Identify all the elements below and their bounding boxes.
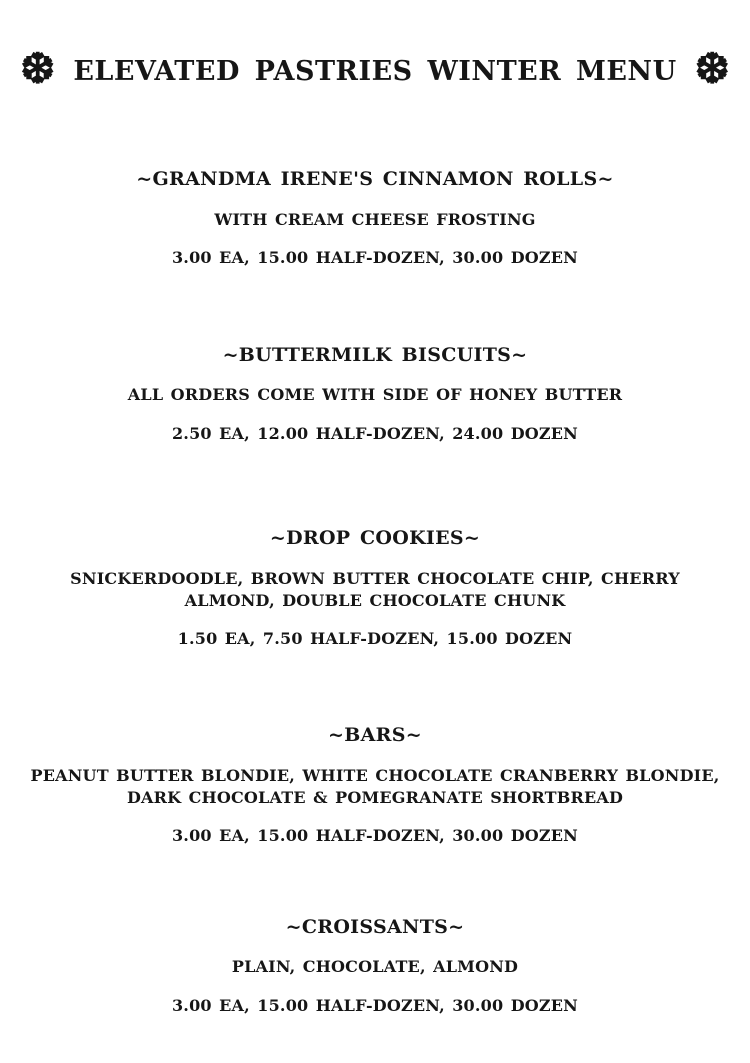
menu-section <box>0 344 750 444</box>
section-heading: ~GRANDMA IRENE'S CINNAMON ROLLS~ <box>136 168 614 190</box>
menu-section <box>0 168 750 268</box>
section-prices: 3.00 EA, 15.00 HALF-DOZEN, 30.00 DOZEN <box>171 995 579 1015</box>
section-heading: ~DROP COOKIES~ <box>269 527 481 550</box>
section-heading: ~CROISSANTS~ <box>285 915 465 938</box>
page-title: ELEVATED PASTRIES WINTER MENU <box>73 55 677 87</box>
section-description: WITH CREAM CHEESE FROSTING <box>214 209 536 229</box>
menu-header <box>0 44 750 93</box>
section-prices: 1.50 EA, 7.50 HALF-DOZEN, 15.00 DOZEN <box>177 629 573 649</box>
menu-section <box>0 527 750 648</box>
section-prices: 2.50 EA, 12.00 HALF-DOZEN, 24.00 DOZEN <box>171 423 579 443</box>
section-heading: ~BUTTERMILK BISCUITS~ <box>222 343 528 366</box>
menu-sections <box>0 168 750 1015</box>
section-description: PEANUT BUTTER BLONDIE, WHITE CHOCOLATE CRANBERRY BLONDIE, DARK CHOCOLATE & POMEGRANATE SHORTBREAD <box>30 766 720 807</box>
snowflake-icon: ❆ <box>694 44 730 93</box>
section-prices: 3.00 EA, 15.00 HALF-DOZEN, 30.00 DOZEN <box>171 248 579 268</box>
section-description: ALL ORDERS COME WITH SIDE OF HONEY BUTTER <box>127 385 623 405</box>
section-heading: ~BARS~ <box>328 724 422 747</box>
menu-section <box>0 916 750 1016</box>
section-prices: 3.00 EA, 15.00 HALF-DOZEN, 30.00 DOZEN <box>171 826 579 846</box>
snowflake-icon: ❆ <box>20 44 56 93</box>
menu-section <box>0 724 750 845</box>
section-description: PLAIN, CHOCOLATE, ALMOND <box>231 957 519 977</box>
section-description: SNICKERDOODLE, BROWN BUTTER CHOCOLATE CHIP, CHERRY ALMOND, DOUBLE CHOCOLATE CHUNK <box>70 568 680 610</box>
